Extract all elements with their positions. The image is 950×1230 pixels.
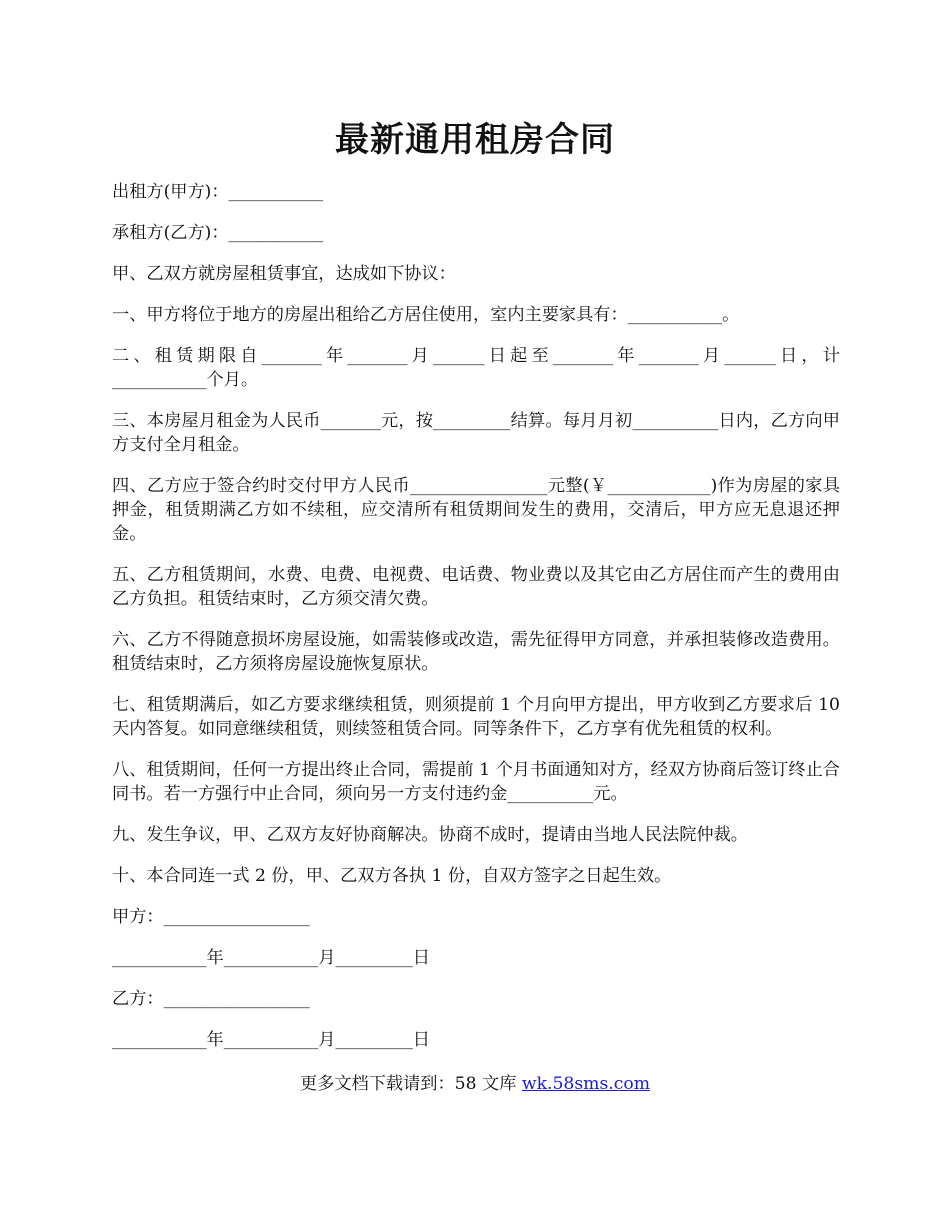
party-b-date: ___________年___________月_________日 — [112, 1030, 430, 1050]
clause-8: 八、租赁期间，任何一方提出终止合同，需提前 1 个月书面通知对方，经双方协商后签订终止合同书。若一方强行中止合同，须向另一方支付违约金__________元。 — [112, 760, 840, 804]
footer-text: 更多文档下载请到：58 文库 — [299, 1074, 522, 1094]
party-a-date: ___________年___________月_________日 — [112, 948, 430, 968]
clause-9: 九、发生争议，甲、乙双方友好协商解决。协商不成时，提请由当地人民法院仲裁。 — [112, 825, 748, 845]
footer — [0, 1072, 950, 1096]
clause-3: 三、本房屋月租金为人民币_______元，按_________结算。每月月初__________日内，乙方向甲方支付全月租金。 — [112, 411, 840, 455]
clause-4: 四、乙方应于签合约时交付甲方人民币________________元整(￥____________)作为房屋的家具押金，租赁期满乙方如不续租，应交清所有租赁期间发生的费用，交清后，甲方应无息退还押金。 — [112, 476, 840, 544]
clause-1: 一、甲方将位于地方的房屋出租给乙方居住使用，室内主要家具有：___________。 — [112, 305, 740, 325]
agreement-intro: 甲、乙双方就房屋租赁事宜，达成如下协议： — [112, 264, 456, 284]
lessor-line: 出租方(甲方)：___________ — [112, 182, 324, 202]
clause-2: 二、租赁期限自_______年_______月______日起至_______年_______月______日，计___________个月。 — [112, 346, 840, 390]
clause-7: 七、租赁期满后，如乙方要求继续租赁，则须提前 1 个月向甲方提出，甲方收到乙方要求后 10 天内答复。如同意继续租赁，则续签租赁合同。同等条件下，乙方享有优先租赁的权利。 — [112, 695, 840, 739]
lessee-line: 承租方(乙方)：___________ — [112, 223, 324, 243]
clause-6: 六、乙方不得随意损坏房屋设施，如需装修或改造，需先征得甲方同意，并承担装修改造费用。租赁结束时，乙方须将房屋设施恢复原状。 — [112, 630, 840, 674]
document-title: 最新通用租房合同 — [335, 120, 615, 160]
contract-body — [112, 180, 840, 1069]
party-a-signature: 甲方：_________________ — [112, 907, 310, 927]
clause-5: 五、乙方租赁期间，水费、电费、电视费、电话费、物业费以及其它由乙方居住而产生的费用由乙方负担。租赁结束时，乙方须交清欠费。 — [112, 565, 840, 609]
footer-link[interactable]: wk.58sms.com — [521, 1074, 650, 1094]
clause-10: 十、本合同连一式 2 份，甲、乙双方各执 1 份，自双方签字之日起生效。 — [112, 866, 672, 886]
party-b-signature: 乙方：_________________ — [112, 989, 310, 1009]
